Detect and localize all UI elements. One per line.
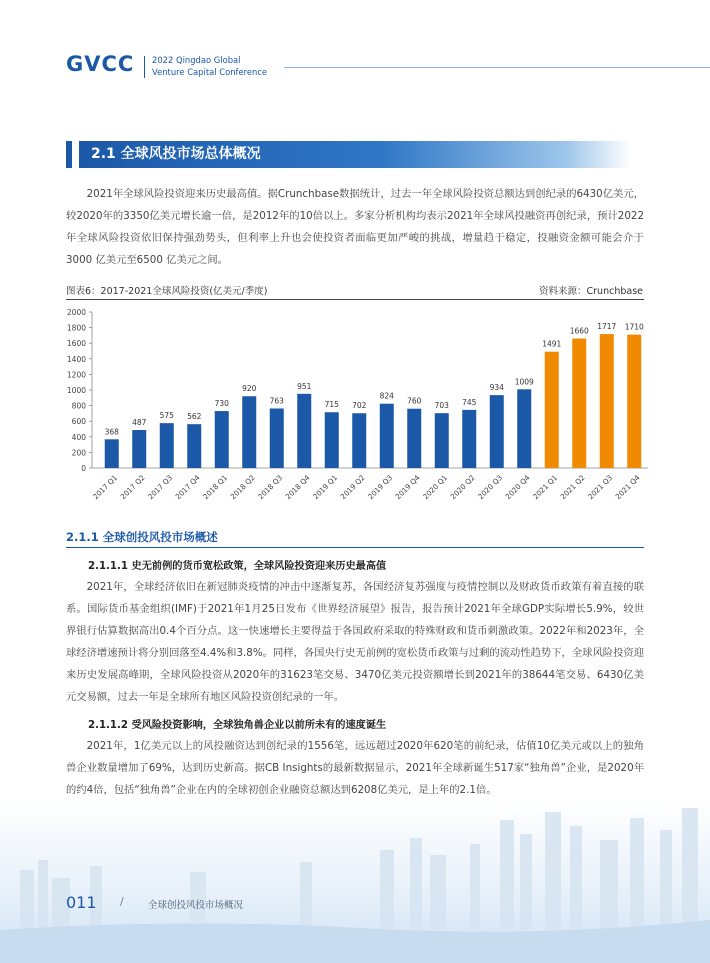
- bar: [572, 339, 586, 468]
- x-tick-label: 2017 Q3: [146, 473, 175, 502]
- y-tick-label: 400: [71, 432, 86, 442]
- section-title: 2.1 全球风投市场总体概况: [79, 141, 631, 168]
- paragraph-2-1-1-1: 2021年，全球经济依旧在新冠肺炎疫情的冲击中逐渐复苏，各国经济复苏强度与疫情控制以及财政货币政策有着直接的联系。国际货币基金组织(IMF)于2021年1月25日发布《世界经济展望》报告，报告预计2021年全球GDP实际增长5.9%，较世界银行估算数据高出0.4个百分点。这一快速增长主要得益于各国政府采取的特殊财政和货币刺激政策。2022年和2023年，全球经济增速预计将分别回落至4.4%和3.8%。同样，各国央行史无前例的宽松货币政策与过剩的流动性趋势下，全球风险投资迎来历史发展高峰期，全球风险投资从2020年的31623笔交易、3470亿美元投资额增长到2021年的38644笔交易、6430亿美元交易额，过去一年是全球所有地区风险投资创纪录的一年。: [66, 581, 644, 703]
- page-number: 011: [66, 893, 97, 912]
- x-tick-label: 2019 Q2: [338, 473, 367, 502]
- chart-source: 资料来源：Crunchbase: [539, 286, 643, 297]
- bar-value-label: 715: [324, 400, 339, 410]
- bar: [407, 409, 421, 468]
- bar: [270, 408, 284, 468]
- footer-slash: /: [120, 895, 124, 908]
- bar: [105, 439, 119, 468]
- bar: [517, 389, 531, 468]
- conference-name-line1: 2022 Qingdao Global: [152, 55, 241, 65]
- y-tick-label: 1800: [66, 323, 86, 333]
- bar-value-label: 702: [352, 401, 367, 411]
- bar-value-label: 745: [462, 397, 477, 407]
- x-tick-label: 2021 Q2: [558, 473, 587, 502]
- x-tick-label: 2018 Q3: [256, 473, 285, 502]
- bar: [352, 413, 366, 468]
- paragraph-2-1-1-2: 2021年，1亿美元以上的风投融资达到创纪录的1556笔，远远超过2020年620笔的前纪录，估值10亿美元或以上的独角兽企业数量增加了69%，达到历史新高。据CB Insights的最新数据显示，2021年全球新诞生517家“独角兽”企业，是2020年的约4倍，包括“独角兽”企业在内的全球初创企业融资总额达到6208亿美元，是上年的2.1倍。: [66, 740, 644, 796]
- y-tick-label: 0: [81, 464, 86, 473]
- bar: [132, 430, 146, 468]
- x-tick-label: 2018 Q4: [283, 473, 312, 502]
- bar-value-label: 1717: [597, 322, 617, 332]
- subsection-title: 2.1.1 全球创投风投市场概述: [66, 530, 218, 544]
- bar: [490, 395, 504, 468]
- bar: [215, 411, 229, 468]
- bar: [325, 412, 339, 468]
- bar-value-label: 703: [434, 401, 449, 411]
- bar-value-label: 763: [269, 396, 284, 406]
- x-tick-label: 2019 Q1: [311, 473, 340, 502]
- heading-2-1-1-2: 2.1.1.2 受风险投资影响，全球独角兽企业以前所未有的速度诞生: [88, 720, 387, 731]
- bar-value-label: 760: [407, 396, 422, 406]
- header-rule: [284, 67, 710, 68]
- city-skyline-background: [0, 800, 710, 963]
- bar-value-label: 368: [104, 427, 119, 437]
- x-tick-label: 2020 Q3: [476, 473, 505, 502]
- bar: [462, 410, 476, 468]
- x-tick-label: 2017 Q1: [91, 473, 120, 502]
- x-tick-label: 2020 Q1: [421, 473, 450, 502]
- bar-value-label: 1710: [624, 322, 644, 332]
- chart-rule: [66, 299, 644, 300]
- footer-section-name: 全球创投风投市场概况: [148, 900, 244, 911]
- bar-value-label: 824: [379, 391, 394, 401]
- bar: [160, 423, 174, 468]
- x-tick-label: 2020 Q2: [448, 473, 477, 502]
- section-title-accent: [66, 141, 72, 168]
- y-tick-label: 1000: [66, 386, 86, 395]
- x-tick-label: 2018 Q2: [228, 473, 257, 502]
- y-tick-label: 600: [71, 417, 86, 427]
- y-tick-label: 2000: [66, 308, 86, 317]
- conference-name-line2: Venture Capital Conference: [152, 67, 268, 77]
- x-tick-label: 2021 Q4: [613, 473, 642, 502]
- bar: [545, 352, 559, 468]
- x-tick-label: 2020 Q4: [503, 473, 532, 502]
- y-tick-label: 1200: [66, 370, 86, 380]
- gvcc-logo: GVCC: [66, 52, 135, 76]
- bar-value-label: 920: [242, 384, 257, 394]
- bar: [242, 396, 256, 468]
- bar: [627, 335, 641, 468]
- bar-value-label: 951: [297, 381, 312, 391]
- y-tick-label: 1600: [66, 339, 86, 349]
- y-tick-label: 200: [71, 448, 86, 458]
- bar: [600, 334, 614, 468]
- bar-value-label: 487: [132, 418, 147, 428]
- logo-divider: [144, 56, 145, 78]
- x-tick-label: 2018 Q1: [201, 473, 230, 502]
- vc-investment-bar-chart: [56, 302, 656, 522]
- bar-value-label: 1009: [514, 377, 534, 387]
- chart-caption: 图表6：2017-2021全球风险投资(亿美元/季度): [66, 286, 268, 297]
- heading-2-1-1-1: 2.1.1.1 史无前例的货币宽松政策，全球风险投资迎来历史最高值: [88, 561, 387, 572]
- intro-paragraph: 2021年全球风险投资迎来历史最高值。据Crunchbase数据统计，过去一年全球风险投资总额达到创纪录的6430亿美元，较2020年的3350亿美元增长逾一倍，是2012年的10倍以上。多家分析机构均表示2021年全球风投融资再创纪录，预计2022年全球风险投资依旧保持强劲势头，但利率上升也会使投资者面临更加严峻的挑战，增量趋于稳定，投融资金额可能会介于3000 亿美元至6500 亿美元之间。: [66, 188, 644, 266]
- x-tick-label: 2021 Q3: [586, 473, 615, 502]
- bar: [297, 394, 311, 468]
- bar: [380, 404, 394, 468]
- bar-value-label: 934: [489, 383, 504, 393]
- bar-value-label: 1660: [569, 326, 589, 336]
- bar: [187, 424, 201, 468]
- x-tick-label: 2017 Q4: [173, 473, 202, 502]
- bar-value-label: 730: [214, 399, 229, 409]
- x-tick-label: 2017 Q2: [118, 473, 147, 502]
- bar: [435, 413, 449, 468]
- y-tick-label: 1400: [66, 354, 86, 364]
- bar-value-label: 562: [187, 412, 202, 422]
- bar-value-label: 1491: [542, 339, 562, 349]
- y-tick-label: 800: [71, 401, 86, 411]
- conference-name: [152, 54, 267, 78]
- x-tick-label: 2021 Q1: [531, 473, 560, 502]
- page-header: [0, 0, 710, 100]
- bar-value-label: 575: [159, 411, 174, 421]
- x-tick-label: 2019 Q3: [366, 473, 395, 502]
- x-tick-label: 2019 Q4: [393, 473, 422, 502]
- subsection-rule: [66, 547, 644, 548]
